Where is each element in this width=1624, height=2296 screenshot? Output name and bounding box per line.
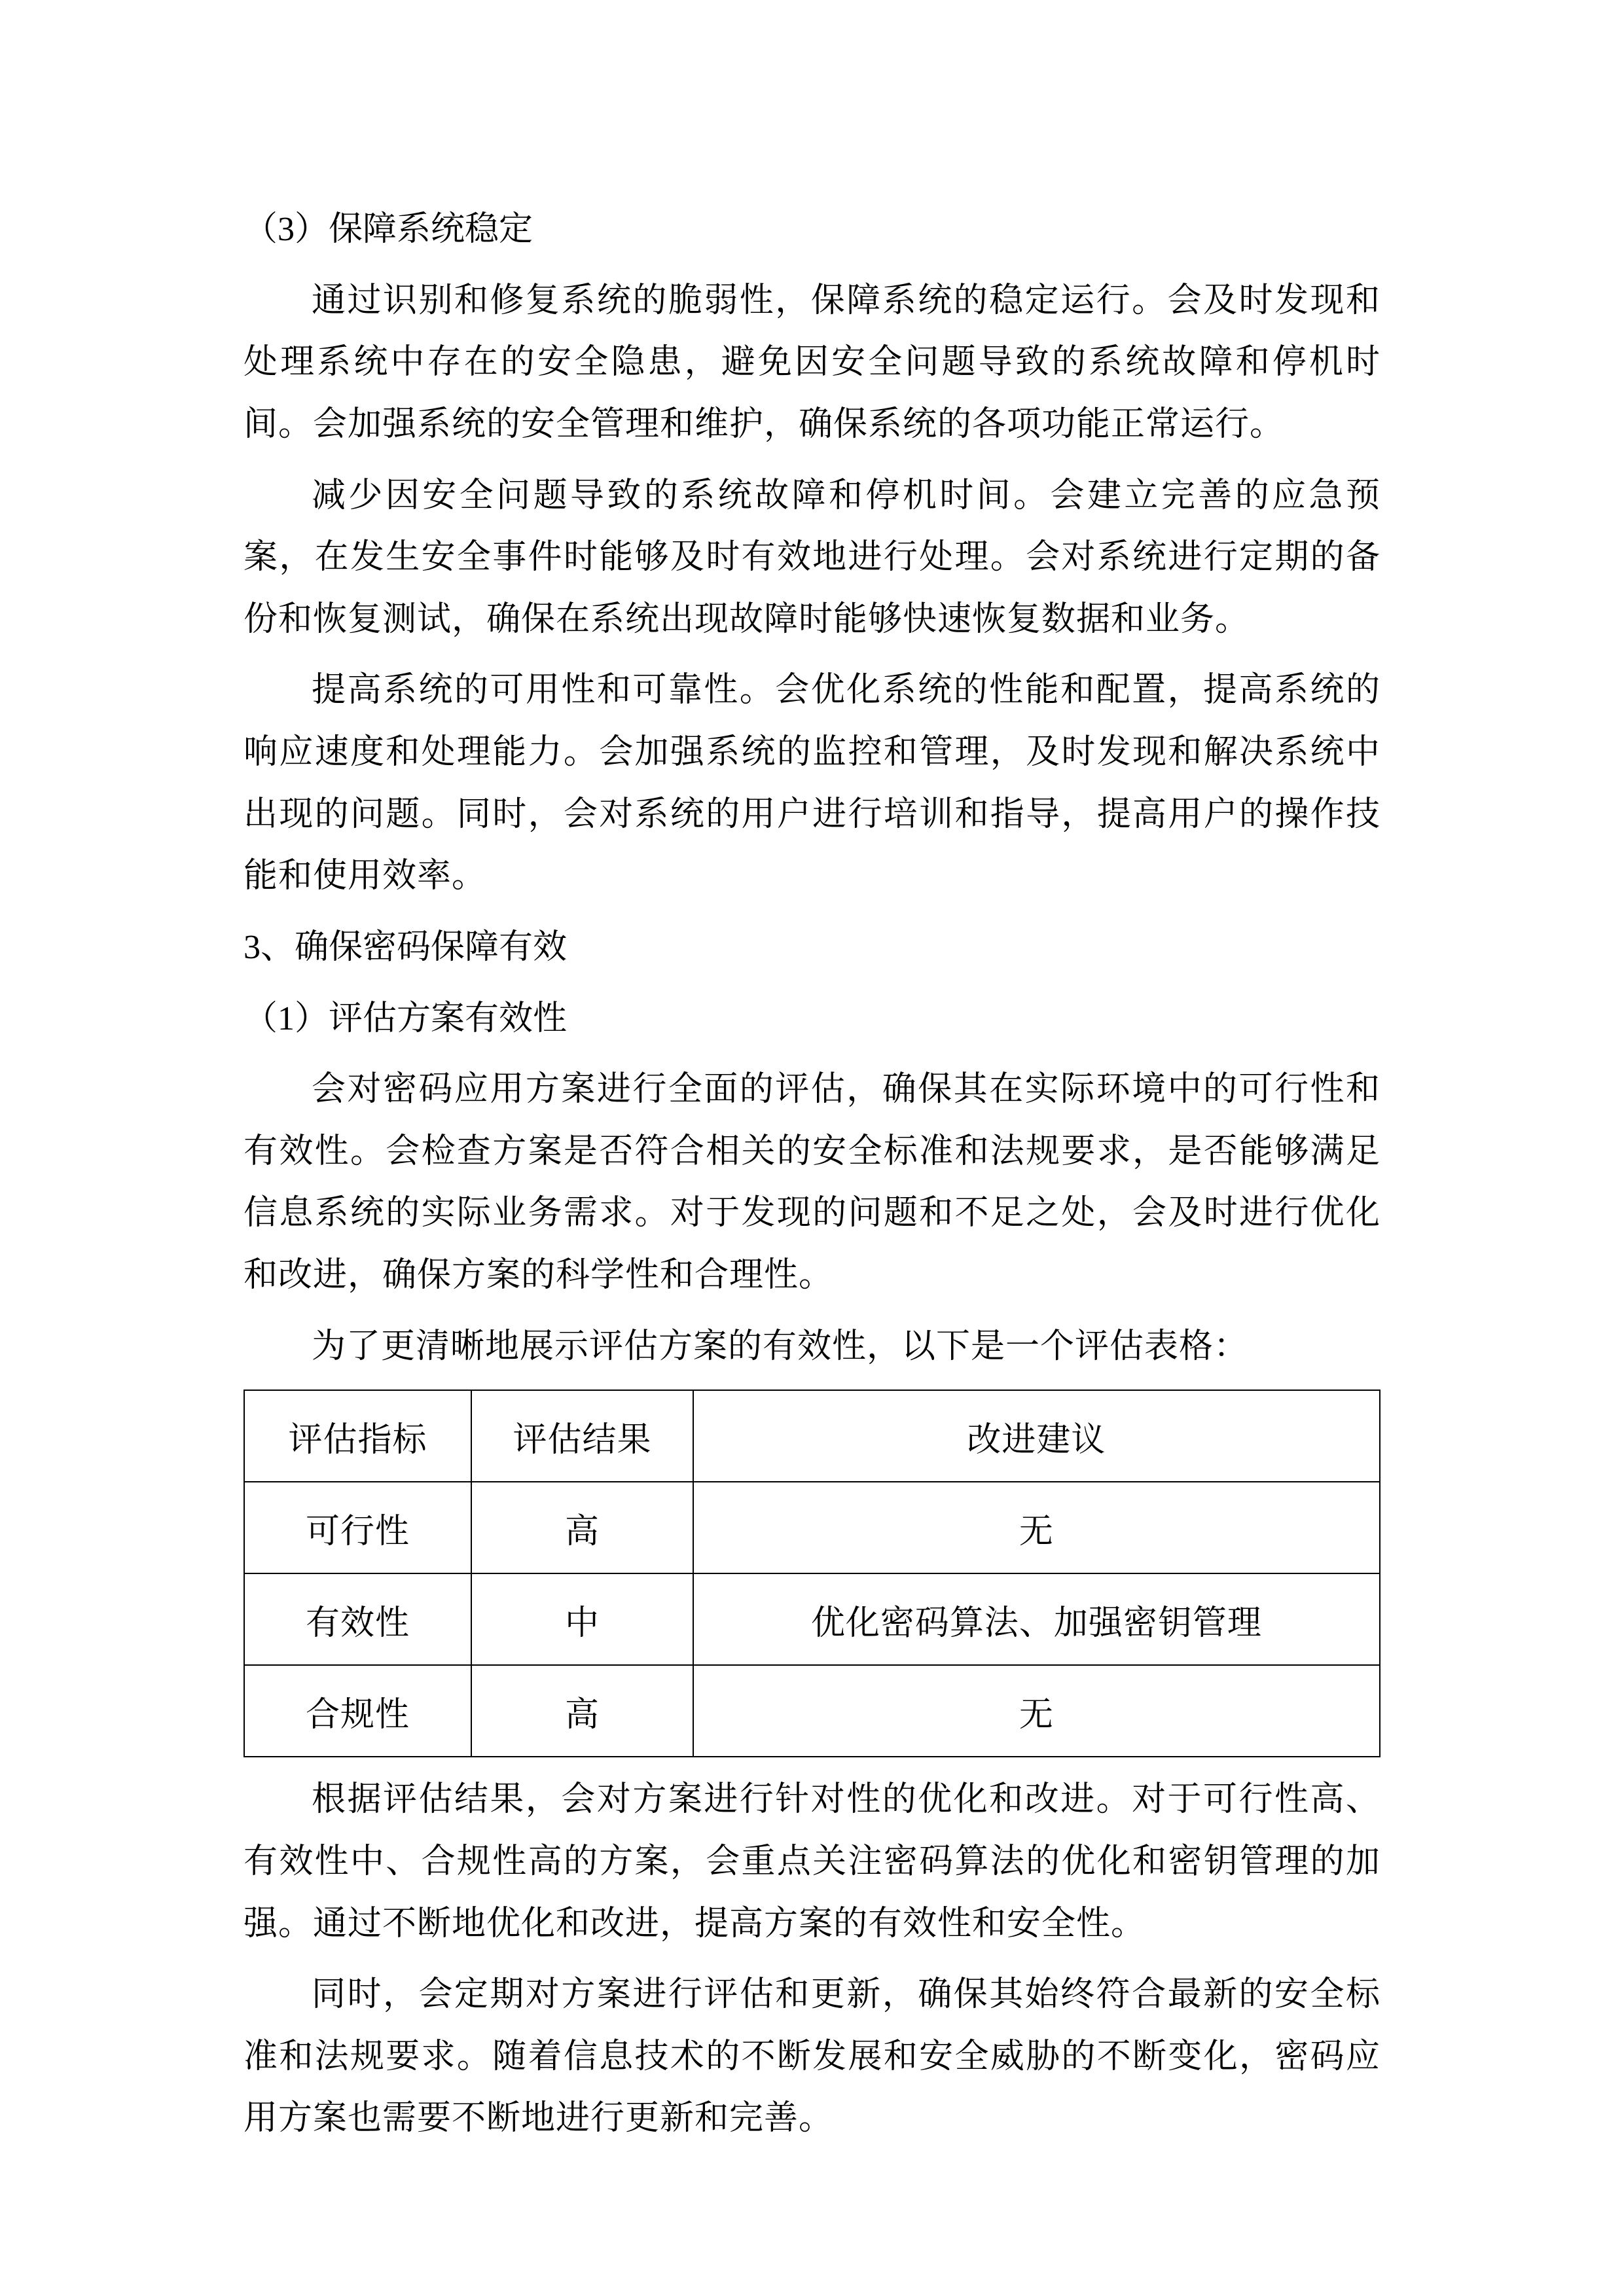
header-cell-result: 评估结果 xyxy=(471,1390,693,1482)
cell-feasibility-label: 可行性 xyxy=(244,1482,471,1573)
paragraph-table-intro: 为了更清晰地展示评估方案的有效性，以下是一个评估表格： xyxy=(312,1327,1249,1365)
cell-feasibility-result: 高 xyxy=(471,1482,693,1573)
cell-compliance-suggestion: 无 xyxy=(693,1665,1380,1757)
cell-compliance-result: 高 xyxy=(471,1665,693,1757)
evaluation-table xyxy=(244,1390,1380,1757)
cell-effectiveness-result: 中 xyxy=(471,1573,693,1665)
cell-effectiveness-label: 有效性 xyxy=(244,1573,471,1665)
evaluation-table-body xyxy=(244,1482,1380,1757)
table-row xyxy=(244,1665,1380,1757)
header-cell-indicator: 评估指标 xyxy=(244,1390,471,1482)
paragraph-stability-2: 减少因安全问题导致的系统故障和停机时间。会建立完善的应急预案，在发生安全事件时能够及时有效地进行处理。会对系统进行定期的备份和恢复测试，确保在系统出现故障时能够快速恢复数据和业务。 xyxy=(244,476,1380,638)
paragraph-periodic-update: 同时，会定期对方案进行评估和更新，确保其始终符合最新的安全标准和法规要求。随着信息技术的不断发展和安全威胁的不断变化，密码应用方案也需要不断地进行更新和完善。 xyxy=(244,1976,1380,2138)
heading-evaluate-effectiveness: （1）评估方案有效性 xyxy=(244,999,568,1037)
cell-compliance-label: 合规性 xyxy=(244,1665,471,1757)
heading-password-assurance: 3、确保密码保障有效 xyxy=(244,928,568,966)
table-header-row xyxy=(244,1390,1380,1482)
heading-section-3-stability: （3）保障系统稳定 xyxy=(244,211,533,248)
table-row xyxy=(244,1482,1380,1573)
paragraph-improvement: 根据评估结果，会对方案进行针对性的优化和改进。对于可行性高、有效性中、合规性高的方案，会重点关注密码算法的优化和密钥管理的加强。通过不断地优化和改进，提高方案的有效性和安全性。 xyxy=(244,1781,1380,1943)
header-cell-suggestion: 改进建议 xyxy=(693,1390,1380,1482)
paragraph-stability-3: 提高系统的可用性和可靠性。会优化系统的性能和配置，提高系统的响应速度和处理能力。会加强系统的监控和管理，及时发现和解决系统中出现的问题。同时，会对系统的用户进行培训和指导，提高用户的操作技能和使用效率。 xyxy=(244,672,1380,895)
evaluation-table-header xyxy=(244,1390,1380,1482)
table-row xyxy=(244,1573,1380,1665)
paragraph-evaluation-overview: 会对密码应用方案进行全面的评估，确保其在实际环境中的可行性和有效性。会检查方案是否符合相关的安全标准和法规要求，是否能够满足信息系统的实际业务需求。对于发现的问题和不足之处，会及时进行优化和改进，确保方案的科学性和合理性。 xyxy=(244,1071,1380,1294)
paragraph-stability-1: 通过识别和修复系统的脆弱性，保障系统的稳定运行。会及时发现和处理系统中存在的安全隐患，避免因安全问题导致的系统故障和停机时间。会加强系统的安全管理和维护，确保系统的各项功能正常运行。 xyxy=(244,281,1380,443)
cell-feasibility-suggestion: 无 xyxy=(693,1482,1380,1573)
cell-effectiveness-suggestion: 优化密码算法、加强密钥管理 xyxy=(693,1573,1380,1665)
